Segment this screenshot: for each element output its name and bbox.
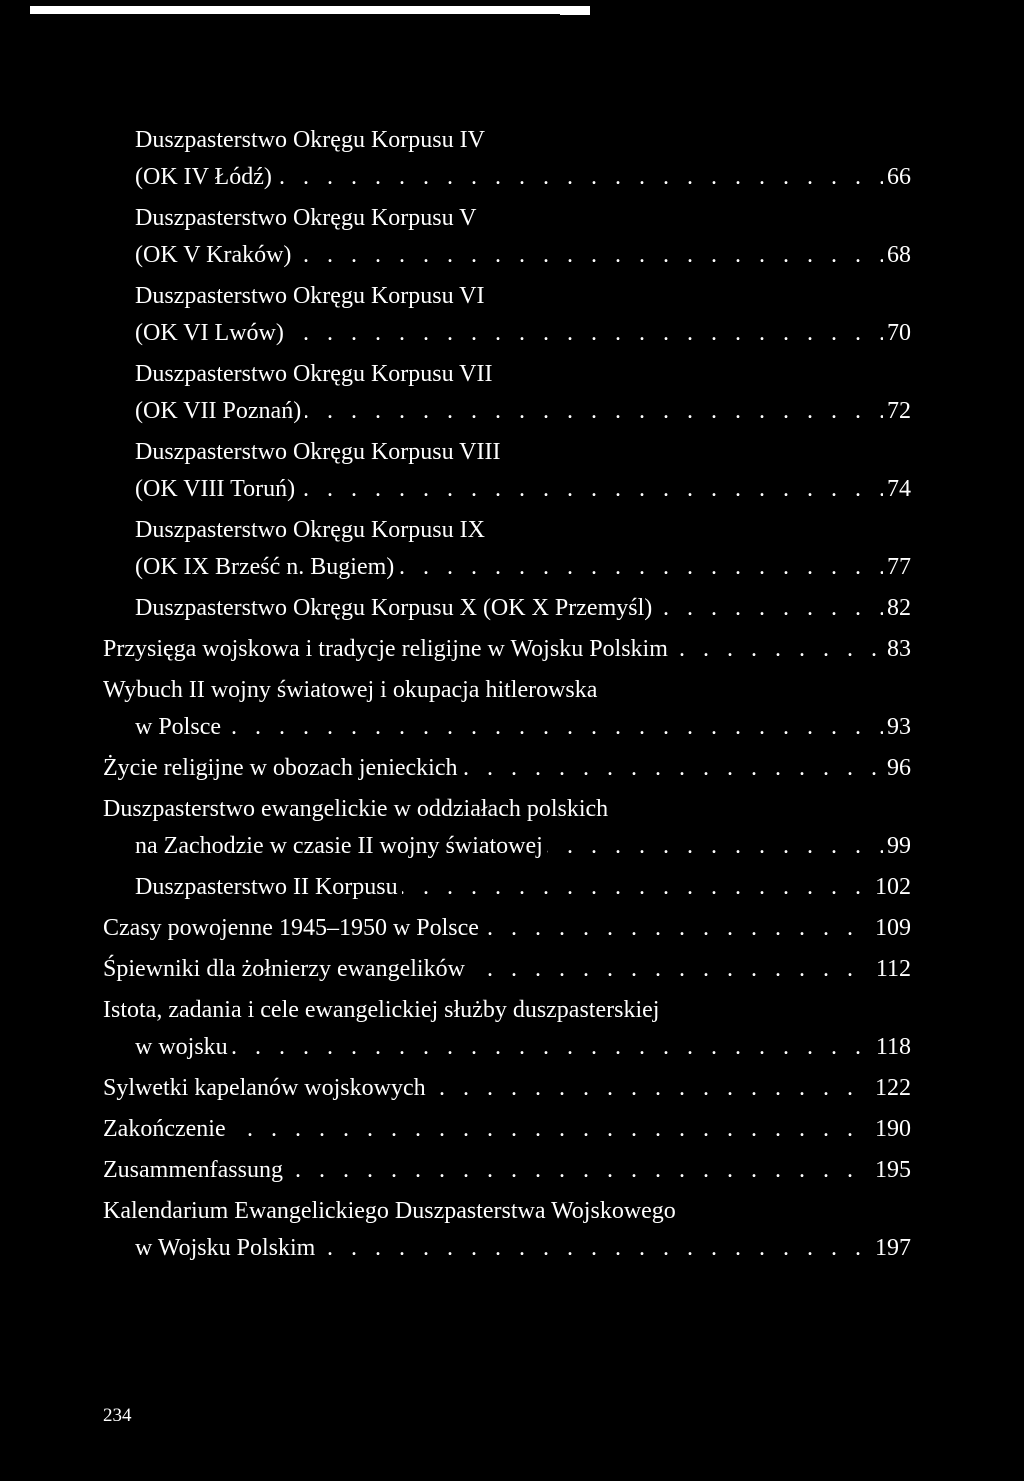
toc-entry-page: 197 — [871, 1230, 911, 1267]
toc-entry[interactable] — [103, 791, 1024, 865]
toc-entry-title: Duszpasterstwo ewangelickie w oddziałach polskich — [103, 796, 612, 822]
toc-entry-title: Śpiewniki dla żołnierzy ewangelików — [103, 956, 469, 982]
toc-entry-page: 68 — [883, 237, 911, 274]
toc-entry[interactable] — [135, 200, 1024, 274]
toc-entry-page: 118 — [872, 1029, 911, 1066]
toc-entry-line-with-page — [103, 631, 1024, 668]
toc-entry-page: 72 — [883, 393, 911, 430]
toc-entry-line — [103, 1193, 1024, 1230]
toc-entry-page: 82 — [883, 590, 911, 627]
toc-entry[interactable] — [135, 356, 1024, 430]
toc-entry-page: 195 — [871, 1152, 911, 1189]
toc-entry[interactable] — [103, 1111, 1024, 1148]
toc-entry-title: Czasy powojenne 1945–1950 w Polsce — [103, 915, 483, 941]
toc-entry-page: 66 — [883, 159, 911, 196]
toc-entry[interactable] — [103, 750, 1024, 787]
toc-entry-title: (OK VIII Toruń) — [135, 476, 299, 502]
toc-entry-page: 70 — [883, 315, 911, 352]
toc-entry-title: (OK VII Poznań) — [135, 398, 305, 424]
toc-entry-page: 122 — [871, 1070, 911, 1107]
toc-entry-title: Sylwetki kapelanów wojskowych — [103, 1075, 430, 1101]
toc-entry-page: 99 — [883, 828, 911, 865]
toc-entry-line-with-page — [135, 159, 1024, 196]
leader-dots — [135, 709, 911, 746]
toc-entry-line — [135, 434, 1024, 471]
toc-entry[interactable] — [135, 278, 1024, 352]
toc-entry-page: 102 — [871, 869, 911, 906]
toc-entry-line-with-page — [135, 315, 1024, 352]
toc-entry-title: Duszpasterstwo Okręgu Korpusu VII — [135, 361, 497, 387]
toc-entry-title: Duszpasterstwo Okręgu Korpusu X (OK X Przemyśl) — [135, 595, 656, 621]
toc-entry-title: w Wojsku Polskim — [135, 1235, 319, 1261]
toc-entry-title: (OK V Kraków) — [135, 242, 295, 268]
toc-entry[interactable] — [103, 910, 1024, 947]
toc-entry-line-with-page — [135, 590, 1024, 627]
toc-entry-line — [135, 512, 1024, 549]
toc-entry-line — [103, 672, 1024, 709]
toc-entry[interactable] — [135, 122, 1024, 196]
toc-entry-title: Duszpasterstwo Okręgu Korpusu V — [135, 205, 481, 231]
toc-entry[interactable] — [103, 992, 1024, 1066]
toc-entry-line-with-page — [135, 549, 1024, 586]
toc-entry-title: Zakończenie — [103, 1116, 230, 1142]
toc-entry[interactable] — [135, 512, 1024, 586]
toc-entry-line-with-page — [103, 951, 1024, 988]
toc-entry[interactable] — [103, 672, 1024, 746]
toc-entry[interactable] — [135, 434, 1024, 508]
toc-entry-line-with-page — [135, 1230, 1024, 1267]
toc-entry-line-with-page — [135, 709, 1024, 746]
toc-entry-line — [103, 992, 1024, 1029]
toc-entry-line-with-page — [103, 1152, 1024, 1189]
toc-entry-page: 93 — [883, 709, 911, 746]
toc-entry[interactable] — [135, 590, 1024, 627]
toc-entry-page: 190 — [871, 1111, 911, 1148]
toc-entry-title: (OK VI Lwów) — [135, 320, 288, 346]
toc-entry-line — [135, 356, 1024, 393]
toc-entry-title: (OK IV Łódź) — [135, 164, 276, 190]
table-of-contents — [0, 122, 1024, 1267]
toc-entry-line — [135, 278, 1024, 315]
toc-entry-title: Wybuch II wojny światowej i okupacja hitlerowska — [103, 677, 601, 703]
top-rule — [30, 6, 590, 14]
toc-entry[interactable] — [103, 951, 1024, 988]
toc-entry-title: Istota, zadania i cele ewangelickiej służby duszpasterskiej — [103, 997, 663, 1023]
toc-entry-title: (OK IX Brześć n. Bugiem) — [135, 554, 398, 580]
toc-entry-title: Duszpasterstwo Okręgu Korpusu IV — [135, 127, 489, 153]
toc-entry-line-with-page — [103, 1111, 1024, 1148]
toc-entry-page: 109 — [871, 910, 911, 947]
page-number: 234 — [103, 1405, 132, 1426]
toc-entry-page: 83 — [883, 631, 911, 668]
toc-entry[interactable] — [135, 869, 1024, 906]
toc-entry[interactable] — [103, 1070, 1024, 1107]
toc-entry-title: Przysięga wojskowa i tradycje religijne w Wojsku Polskim — [103, 636, 672, 662]
toc-entry-title: Duszpasterstwo Okręgu Korpusu VIII — [135, 439, 504, 465]
toc-entry-line-with-page — [135, 869, 1024, 906]
toc-entry-line-with-page — [135, 393, 1024, 430]
toc-entry-title: w Polsce — [135, 714, 225, 740]
toc-entry-title: Kalendarium Ewangelickiego Duszpasterstwa Wojskowego — [103, 1198, 680, 1224]
toc-entry-page: 74 — [883, 471, 911, 508]
toc-entry-line-with-page — [135, 1029, 1024, 1066]
toc-entry-line-with-page — [135, 828, 1024, 865]
toc-entry-line-with-page — [103, 1070, 1024, 1107]
toc-entry[interactable] — [103, 631, 1024, 668]
toc-entry[interactable] — [103, 1152, 1024, 1189]
toc-entry-page: 96 — [883, 750, 911, 787]
toc-entry-title: na Zachodzie w czasie II wojny światowej — [135, 833, 547, 859]
toc-entry-line — [135, 122, 1024, 159]
toc-entry-line-with-page — [135, 237, 1024, 274]
toc-entry-title: w wojsku — [135, 1034, 232, 1060]
toc-entry-page: 112 — [872, 951, 911, 988]
toc-entry-line-with-page — [135, 471, 1024, 508]
toc-entry-line-with-page — [103, 750, 1024, 787]
toc-entry[interactable] — [103, 1193, 1024, 1267]
toc-entry-page: 77 — [883, 549, 911, 586]
toc-entry-title: Duszpasterstwo Okręgu Korpusu IX — [135, 517, 489, 543]
toc-entry-title: Duszpasterstwo II Korpusu — [135, 874, 402, 900]
toc-entry-title: Duszpasterstwo Okręgu Korpusu VI — [135, 283, 489, 309]
leader-dots — [135, 1029, 911, 1066]
toc-entry-title: Zusammenfassung — [103, 1157, 287, 1183]
toc-entry-line-with-page — [103, 910, 1024, 947]
toc-entry-line — [103, 791, 1024, 828]
toc-entry-title: Życie religijne w obozach jenieckich — [103, 755, 462, 781]
top-rule-thin — [560, 13, 590, 15]
toc-entry-line — [135, 200, 1024, 237]
